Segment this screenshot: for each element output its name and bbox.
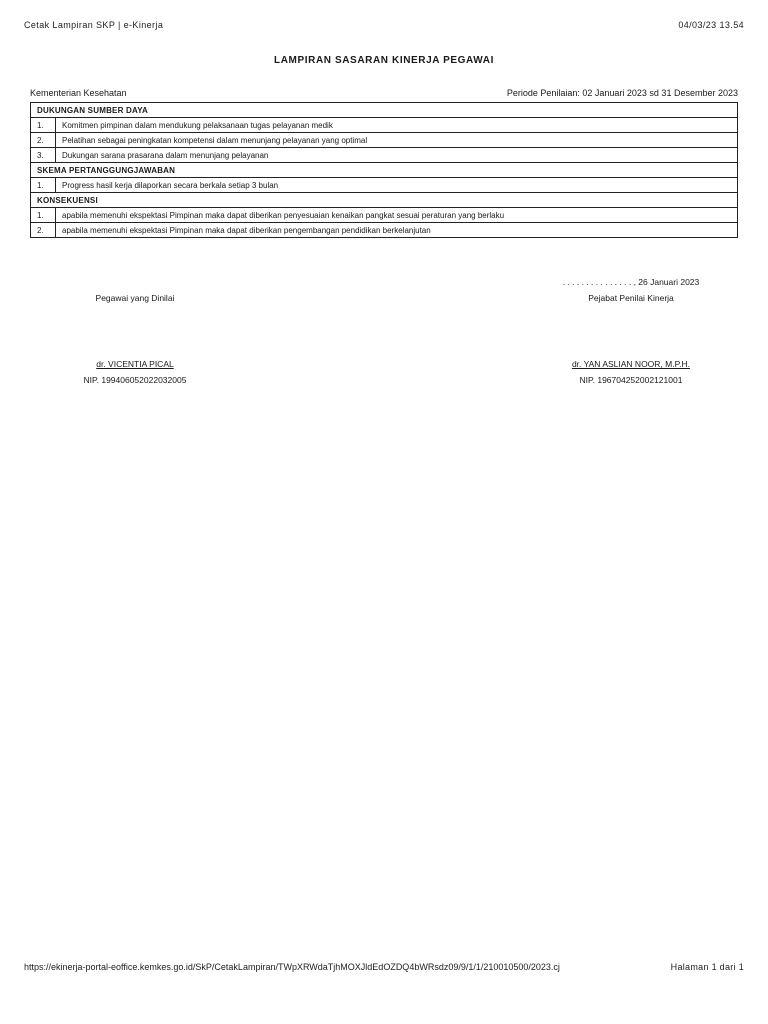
evaluator-nip: NIP. 196704252002121001 xyxy=(579,375,683,385)
evaluator-role-label: Pejabat Penilai Kinerja xyxy=(588,293,674,303)
item-text: apabila memenuhi ekspektasi Pimpinan maka dapat diberikan pengembangan pendidikan berkelanjutan xyxy=(56,223,738,238)
table-row xyxy=(31,223,738,238)
lampiran-table xyxy=(30,102,738,238)
item-text: Pelatihan sebagai peningkatan kompetensi dalam menunjang pelayanan yang optimal xyxy=(56,133,738,148)
document-title: LAMPIRAN SASARAN KINERJA PEGAWAI xyxy=(274,55,494,66)
organization-name: Kementerian Kesehatan xyxy=(30,88,127,98)
item-number: 1. xyxy=(31,118,56,133)
item-number: 3. xyxy=(31,148,56,163)
item-text: apabila memenuhi ekspektasi Pimpinan maka dapat diberikan penyesuaian kenaikan pangkat sesuai peraturan yang berlaku xyxy=(56,208,738,223)
section-title-konsekuensi: KONSEKUENSI xyxy=(31,193,738,208)
section-header-row xyxy=(31,163,738,178)
employee-name: dr. VICENTIA PICAL xyxy=(96,359,174,369)
item-text: Progress hasil kerja dilaporkan secara berkala setiap 3 bulan xyxy=(56,178,738,193)
print-header-title: Cetak Lampiran SKP | e-Kinerja xyxy=(24,20,164,30)
section-header-row xyxy=(31,193,738,208)
evaluator-name: dr. YAN ASLIAN NOOR, M.P.H. xyxy=(571,359,691,369)
item-number: 1. xyxy=(31,178,56,193)
item-number: 2. xyxy=(31,223,56,238)
item-number: 2. xyxy=(31,133,56,148)
table-row xyxy=(31,133,738,148)
assessment-period: Periode Penilaian: 02 Januari 2023 sd 31 Desember 2023 xyxy=(506,88,738,98)
table-row xyxy=(31,178,738,193)
print-footer-page-number: Halaman 1 dari 1 xyxy=(670,962,744,972)
employee-nip: NIP. 199406052022032005 xyxy=(83,375,187,385)
item-text: Komitmen pimpinan dalam mendukung pelaksanaan tugas pelayanan medik xyxy=(56,118,738,133)
table-row xyxy=(31,118,738,133)
item-text: Dukungan sarana prasarana dalam menunjang pelayanan xyxy=(56,148,738,163)
section-title-dukungan: DUKUNGAN SUMBER DAYA xyxy=(31,103,738,118)
item-number: 1. xyxy=(31,208,56,223)
print-header-datetime: 04/03/23 13.54 xyxy=(678,20,744,30)
print-footer-url: https://ekinerja-portal-eoffice.kemkes.go.id/SkP/CetakLampiran/TWpXRWdaTjhMOXJldEdOZDQ4bWRsdz09/9/1/1/210010500/2023.cj xyxy=(24,962,560,972)
signature-date-line: . . . . . . . . . . . . . . . , 26 Januari 2023 xyxy=(562,277,700,287)
table-row xyxy=(31,148,738,163)
table-row xyxy=(31,208,738,223)
section-header-row xyxy=(31,103,738,118)
employee-role-label: Pegawai yang Dinilai xyxy=(95,293,175,303)
section-title-skema: SKEMA PERTANGGUNGJAWABAN xyxy=(31,163,738,178)
